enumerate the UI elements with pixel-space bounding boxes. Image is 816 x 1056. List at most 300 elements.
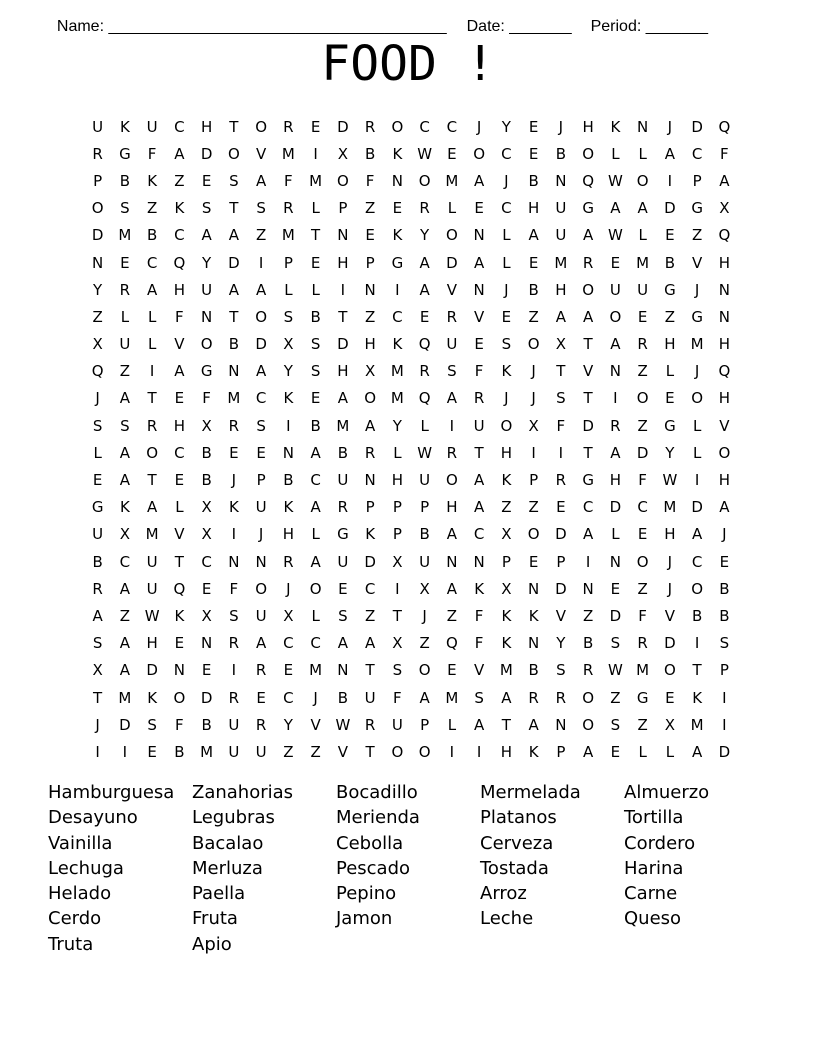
grid-letter[interactable]: A xyxy=(119,634,130,653)
grid-letter[interactable]: A xyxy=(146,280,158,299)
grid-letter[interactable]: P xyxy=(392,525,402,544)
grid-letter[interactable]: C xyxy=(146,253,158,272)
grid-letter[interactable]: O xyxy=(418,171,431,190)
grid-letter[interactable]: W xyxy=(144,606,160,625)
grid-letter[interactable]: A xyxy=(528,715,539,734)
grid-letter[interactable]: M xyxy=(390,362,404,381)
grid-letter[interactable]: S xyxy=(120,199,130,218)
grid-letter[interactable]: N xyxy=(255,552,267,571)
grid-letter[interactable]: X xyxy=(201,525,212,544)
grid-letter[interactable]: B xyxy=(528,280,539,299)
grid-letter[interactable]: S xyxy=(256,416,266,435)
grid-letter[interactable]: Q xyxy=(445,634,458,653)
grid-letter[interactable]: X xyxy=(201,606,212,625)
grid-letter[interactable]: N xyxy=(473,226,485,245)
grid-letter[interactable]: Y xyxy=(501,117,511,136)
grid-letter[interactable]: O xyxy=(445,226,458,245)
grid-letter[interactable]: J xyxy=(667,117,673,136)
grid-letter[interactable]: H xyxy=(664,335,676,354)
grid-letter[interactable]: K xyxy=(228,498,239,517)
grid-letter[interactable]: C xyxy=(582,498,594,517)
grid-letter[interactable]: C xyxy=(446,117,458,136)
grid-letter[interactable]: A xyxy=(228,280,239,299)
grid-letter[interactable]: N xyxy=(528,634,540,653)
grid-letter[interactable]: A xyxy=(582,525,594,544)
grid-letter[interactable]: C xyxy=(201,552,212,571)
grid-letter[interactable]: F xyxy=(175,307,184,326)
grid-letter[interactable]: T xyxy=(365,742,375,761)
grid-letter[interactable]: J xyxy=(694,280,700,299)
grid-letter[interactable]: O xyxy=(336,171,349,190)
grid-letter[interactable]: A xyxy=(610,443,621,462)
grid-letter[interactable]: N xyxy=(446,552,458,571)
grid-letter[interactable]: N xyxy=(201,634,213,653)
grid-letter[interactable]: C xyxy=(419,117,430,136)
grid-letter[interactable]: C xyxy=(392,307,403,326)
grid-letter[interactable]: I xyxy=(476,742,482,761)
grid-letter[interactable]: V xyxy=(446,280,457,299)
grid-letter[interactable]: Z xyxy=(637,579,648,598)
grid-letter[interactable]: O xyxy=(718,443,731,462)
grid-letter[interactable]: V xyxy=(174,525,185,544)
grid-letter[interactable]: T xyxy=(583,335,593,354)
grid-letter[interactable]: J xyxy=(313,688,318,707)
grid-letter[interactable]: L xyxy=(638,742,647,761)
grid-letter[interactable]: R xyxy=(555,688,567,707)
grid-letter[interactable]: G xyxy=(91,498,104,517)
grid-letter[interactable]: P xyxy=(338,199,348,218)
grid-letter[interactable]: C xyxy=(310,471,321,490)
grid-letter[interactable]: O xyxy=(146,443,159,462)
grid-letter[interactable]: V xyxy=(719,416,730,435)
grid-letter[interactable]: I xyxy=(313,144,318,163)
grid-letter[interactable]: P xyxy=(365,498,375,517)
grid-letter[interactable]: I xyxy=(613,389,618,408)
grid-letter[interactable]: I xyxy=(231,525,237,544)
grid-letter[interactable]: L xyxy=(502,226,511,245)
grid-letter[interactable]: Z xyxy=(664,307,676,326)
grid-letter[interactable]: M xyxy=(690,335,704,354)
grid-letter[interactable]: X xyxy=(501,579,512,598)
grid-letter[interactable]: E xyxy=(528,144,539,163)
grid-letter[interactable]: Q xyxy=(91,362,104,381)
grid-letter[interactable]: O xyxy=(418,742,431,761)
grid-letter[interactable]: U xyxy=(228,742,240,761)
grid-letter[interactable]: Q xyxy=(718,362,731,381)
grid-letter[interactable]: K xyxy=(501,471,512,490)
grid-letter[interactable]: K xyxy=(501,606,512,625)
grid-letter[interactable]: K xyxy=(610,117,621,136)
grid-letter[interactable]: C xyxy=(637,498,648,517)
grid-letter[interactable]: A xyxy=(174,362,185,381)
grid-letter[interactable]: C xyxy=(501,199,512,218)
grid-letter[interactable]: F xyxy=(474,606,484,625)
grid-letter[interactable]: K xyxy=(283,498,294,517)
grid-letter[interactable]: I xyxy=(231,661,237,680)
grid-letter[interactable]: P xyxy=(392,498,402,517)
grid-letter[interactable]: O xyxy=(691,389,704,408)
grid-letter[interactable]: R xyxy=(255,661,267,680)
grid-letter[interactable]: W xyxy=(607,226,623,245)
grid-letter[interactable]: A xyxy=(473,253,485,272)
grid-letter[interactable]: C xyxy=(310,634,321,653)
grid-letter[interactable]: Z xyxy=(419,634,430,653)
grid-letter[interactable]: A xyxy=(146,498,158,517)
grid-letter[interactable]: I xyxy=(286,416,291,435)
grid-letter[interactable]: Z xyxy=(364,307,376,326)
grid-letter[interactable]: M xyxy=(118,688,132,707)
grid-letter[interactable]: D xyxy=(91,226,104,245)
grid-letter[interactable]: N xyxy=(337,226,349,245)
grid-letter[interactable]: M xyxy=(445,171,459,190)
grid-letter[interactable]: E xyxy=(310,117,321,136)
grid-letter[interactable]: L xyxy=(638,226,647,245)
grid-letter[interactable]: K xyxy=(283,389,294,408)
grid-letter[interactable]: F xyxy=(175,715,184,734)
grid-letter[interactable]: V xyxy=(555,606,566,625)
grid-letter[interactable]: N xyxy=(364,280,376,299)
grid-letter[interactable]: N xyxy=(555,171,567,190)
grid-letter[interactable]: M xyxy=(445,688,459,707)
grid-letter[interactable]: Z xyxy=(119,362,131,381)
grid-letter[interactable]: R xyxy=(446,307,458,326)
grid-letter[interactable]: R xyxy=(364,715,376,734)
grid-letter[interactable]: J xyxy=(231,471,237,490)
grid-letter[interactable]: A xyxy=(637,199,648,218)
grid-letter[interactable]: N xyxy=(528,579,540,598)
grid-letter[interactable]: U xyxy=(391,715,403,734)
grid-letter[interactable]: I xyxy=(667,171,673,190)
grid-letter[interactable]: A xyxy=(555,307,566,326)
grid-letter[interactable]: S xyxy=(501,335,512,354)
grid-letter[interactable]: U xyxy=(637,280,649,299)
grid-letter[interactable]: P xyxy=(93,171,103,190)
grid-letter[interactable]: B xyxy=(201,443,212,462)
grid-letter[interactable]: P xyxy=(692,171,702,190)
grid-letter[interactable]: R xyxy=(637,634,648,653)
grid-letter[interactable]: A xyxy=(446,389,457,408)
grid-letter[interactable]: M xyxy=(636,661,650,680)
grid-letter[interactable]: O xyxy=(391,742,404,761)
grid-letter[interactable]: O xyxy=(173,688,186,707)
grid-letter[interactable]: H xyxy=(500,443,513,462)
grid-letter[interactable]: O xyxy=(227,144,240,163)
grid-letter[interactable]: J xyxy=(558,117,564,136)
grid-letter[interactable]: D xyxy=(555,525,567,544)
grid-letter[interactable]: S xyxy=(392,661,403,680)
grid-letter[interactable]: H xyxy=(555,280,567,299)
grid-letter[interactable]: N xyxy=(391,171,403,190)
grid-letter[interactable]: H xyxy=(282,525,295,544)
grid-letter[interactable]: U xyxy=(146,552,158,571)
grid-letter[interactable]: U xyxy=(473,416,485,435)
grid-letter[interactable]: H xyxy=(664,525,676,544)
grid-letter[interactable]: H xyxy=(609,471,622,490)
grid-letter[interactable]: K xyxy=(501,362,512,381)
grid-letter[interactable]: H xyxy=(391,471,404,490)
grid-letter[interactable]: O xyxy=(364,389,377,408)
grid-letter[interactable]: A xyxy=(419,688,430,707)
grid-letter[interactable]: L xyxy=(311,606,320,625)
grid-letter[interactable]: T xyxy=(583,389,593,408)
grid-letter[interactable]: R xyxy=(555,471,567,490)
grid-letter[interactable]: Z xyxy=(637,715,648,734)
grid-letter[interactable]: V xyxy=(174,335,185,354)
grid-letter[interactable]: U xyxy=(92,117,104,136)
grid-letter[interactable]: J xyxy=(504,389,509,408)
grid-letter[interactable]: H xyxy=(200,117,213,136)
grid-letter[interactable]: Y xyxy=(420,226,430,245)
grid-letter[interactable]: Q xyxy=(418,335,431,354)
grid-letter[interactable]: E xyxy=(637,307,648,326)
grid-letter[interactable]: D xyxy=(119,715,131,734)
grid-letter[interactable]: C xyxy=(119,552,131,571)
grid-letter[interactable]: Y xyxy=(392,416,402,435)
grid-letter[interactable]: D xyxy=(691,498,703,517)
grid-letter[interactable]: S xyxy=(229,606,239,625)
grid-letter[interactable]: D xyxy=(582,416,594,435)
grid-letter[interactable]: R xyxy=(92,579,103,598)
grid-letter[interactable]: U xyxy=(201,280,213,299)
grid-letter[interactable]: F xyxy=(474,634,484,653)
grid-letter[interactable]: A xyxy=(582,307,594,326)
grid-letter[interactable]: P xyxy=(719,661,729,680)
grid-letter[interactable]: Z xyxy=(637,416,648,435)
grid-letter[interactable]: D xyxy=(636,443,649,462)
grid-letter[interactable]: L xyxy=(311,199,320,218)
grid-letter[interactable]: B xyxy=(337,443,349,462)
grid-letter[interactable]: O xyxy=(609,307,622,326)
grid-letter[interactable]: O xyxy=(527,525,540,544)
grid-letter[interactable]: D xyxy=(446,253,458,272)
grid-letter[interactable]: E xyxy=(719,552,730,571)
grid-letter[interactable]: E xyxy=(201,579,212,598)
grid-letter[interactable]: B xyxy=(146,226,158,245)
grid-letter[interactable]: L xyxy=(420,416,429,435)
grid-letter[interactable]: M xyxy=(690,715,704,734)
grid-letter[interactable]: D xyxy=(555,579,567,598)
grid-letter[interactable]: O xyxy=(255,579,268,598)
grid-letter[interactable]: R xyxy=(283,552,294,571)
grid-letter[interactable]: E xyxy=(637,525,648,544)
grid-letter[interactable]: K xyxy=(119,498,130,517)
grid-letter[interactable]: K xyxy=(528,606,539,625)
grid-letter[interactable]: Z xyxy=(582,606,594,625)
grid-letter[interactable]: J xyxy=(667,552,673,571)
grid-letter[interactable]: E xyxy=(147,742,157,761)
grid-letter[interactable]: A xyxy=(255,280,267,299)
grid-letter[interactable]: E xyxy=(610,253,621,272)
grid-letter[interactable]: R xyxy=(419,199,430,218)
grid-letter[interactable]: A xyxy=(528,226,539,245)
grid-letter[interactable]: P xyxy=(529,471,539,490)
grid-letter[interactable]: A xyxy=(119,471,130,490)
grid-letter[interactable]: I xyxy=(122,742,128,761)
grid-letter[interactable]: H xyxy=(500,742,513,761)
grid-letter[interactable]: S xyxy=(120,416,130,435)
grid-letter[interactable]: Z xyxy=(446,606,458,625)
grid-letter[interactable]: G xyxy=(119,144,131,163)
grid-letter[interactable]: N xyxy=(637,117,649,136)
grid-letter[interactable]: N xyxy=(201,307,213,326)
grid-letter[interactable]: B xyxy=(201,471,212,490)
grid-letter[interactable]: H xyxy=(718,253,731,272)
grid-letter[interactable]: S xyxy=(447,362,457,381)
grid-letter[interactable]: D xyxy=(691,117,703,136)
grid-letter[interactable]: L xyxy=(638,144,647,163)
grid-letter[interactable]: B xyxy=(528,661,539,680)
grid-letter[interactable]: E xyxy=(229,443,239,462)
grid-letter[interactable]: Z xyxy=(610,688,621,707)
grid-letter[interactable]: L xyxy=(311,525,320,544)
grid-letter[interactable]: M xyxy=(499,661,513,680)
grid-letter[interactable]: X xyxy=(283,606,294,625)
grid-letter[interactable]: O xyxy=(445,471,458,490)
grid-letter[interactable]: J xyxy=(531,389,536,408)
grid-letter[interactable]: J xyxy=(476,117,482,136)
grid-letter[interactable]: L xyxy=(502,253,511,272)
grid-letter[interactable]: Q xyxy=(173,579,186,598)
grid-letter[interactable]: X xyxy=(501,525,512,544)
grid-letter[interactable]: Z xyxy=(691,226,703,245)
grid-letter[interactable]: R xyxy=(146,416,158,435)
grid-letter[interactable]: L xyxy=(311,280,320,299)
grid-letter[interactable]: P xyxy=(256,471,266,490)
grid-letter[interactable]: I xyxy=(722,715,727,734)
grid-letter[interactable]: Y xyxy=(283,362,293,381)
grid-letter[interactable]: L xyxy=(93,443,102,462)
grid-letter[interactable]: N xyxy=(337,661,349,680)
grid-letter[interactable]: A xyxy=(473,715,485,734)
grid-letter[interactable]: R xyxy=(582,253,594,272)
grid-letter[interactable]: B xyxy=(228,335,240,354)
grid-letter[interactable]: Y xyxy=(556,634,566,653)
grid-letter[interactable]: U xyxy=(446,335,458,354)
grid-letter[interactable]: I xyxy=(95,742,100,761)
grid-letter[interactable]: N xyxy=(282,443,294,462)
grid-letter[interactable]: A xyxy=(501,688,512,707)
grid-letter[interactable]: H xyxy=(173,416,186,435)
grid-letter[interactable]: U xyxy=(119,335,131,354)
grid-letter[interactable]: N xyxy=(609,362,621,381)
grid-letter[interactable]: N xyxy=(718,280,730,299)
grid-letter[interactable]: B xyxy=(201,715,212,734)
grid-letter[interactable]: B xyxy=(555,144,567,163)
grid-letter[interactable]: R xyxy=(119,280,131,299)
grid-letter[interactable]: J xyxy=(286,579,291,598)
grid-letter[interactable]: T xyxy=(392,606,402,625)
grid-letter[interactable]: D xyxy=(200,144,213,163)
grid-letter[interactable]: A xyxy=(419,253,430,272)
grid-letter[interactable]: A xyxy=(691,525,703,544)
grid-letter[interactable]: R xyxy=(92,144,103,163)
grid-letter[interactable]: T xyxy=(338,307,348,326)
grid-letter[interactable]: N xyxy=(555,715,567,734)
grid-letter[interactable]: H xyxy=(173,280,186,299)
grid-letter[interactable]: U xyxy=(555,226,567,245)
grid-letter[interactable]: C xyxy=(691,552,703,571)
grid-letter[interactable]: A xyxy=(719,171,730,190)
grid-letter[interactable]: C xyxy=(364,579,376,598)
grid-letter[interactable]: J xyxy=(694,362,700,381)
grid-letter[interactable]: E xyxy=(474,199,484,218)
date-field[interactable]: Date: _______ xyxy=(466,18,572,35)
grid-letter[interactable]: S xyxy=(283,307,294,326)
grid-letter[interactable]: C xyxy=(174,226,185,245)
grid-letter[interactable]: A xyxy=(664,144,675,163)
grid-letter[interactable]: A xyxy=(610,199,621,218)
grid-letter[interactable]: E xyxy=(338,579,348,598)
grid-letter[interactable]: E xyxy=(610,579,621,598)
grid-letter[interactable]: E xyxy=(201,171,212,190)
grid-letter[interactable]: A xyxy=(228,226,239,245)
grid-letter[interactable]: G xyxy=(391,253,404,272)
grid-letter[interactable]: D xyxy=(664,199,676,218)
grid-letter[interactable]: N xyxy=(609,552,621,571)
grid-letter[interactable]: T xyxy=(501,715,511,734)
grid-letter[interactable]: F xyxy=(556,416,566,435)
grid-letter[interactable]: O xyxy=(91,199,104,218)
grid-letter[interactable]: A xyxy=(119,443,130,462)
grid-letter[interactable]: X xyxy=(392,634,403,653)
grid-letter[interactable]: E xyxy=(365,226,375,245)
grid-letter[interactable]: F xyxy=(638,471,647,490)
grid-letter[interactable]: E xyxy=(174,634,185,653)
grid-letter[interactable]: B xyxy=(528,171,539,190)
grid-letter[interactable]: E xyxy=(610,742,621,761)
grid-letter[interactable]: Y xyxy=(202,253,212,272)
grid-letter[interactable]: K xyxy=(392,335,403,354)
grid-letter[interactable]: R xyxy=(473,389,485,408)
grid-letter[interactable]: O xyxy=(582,688,595,707)
grid-letter[interactable]: C xyxy=(174,117,185,136)
grid-letter[interactable]: L xyxy=(284,280,293,299)
grid-letter[interactable]: I xyxy=(694,634,700,653)
grid-letter[interactable]: A xyxy=(119,661,130,680)
grid-letter[interactable]: E xyxy=(256,688,266,707)
grid-letter[interactable]: B xyxy=(664,253,676,272)
grid-letter[interactable]: R xyxy=(283,199,294,218)
grid-letter[interactable]: N xyxy=(228,552,240,571)
grid-letter[interactable]: O xyxy=(582,280,595,299)
grid-letter[interactable]: T xyxy=(229,117,239,136)
grid-letter[interactable]: O xyxy=(391,117,404,136)
grid-letter[interactable]: C xyxy=(473,525,485,544)
grid-letter[interactable]: B xyxy=(174,742,185,761)
grid-letter[interactable]: A xyxy=(255,171,267,190)
grid-letter[interactable]: Q xyxy=(173,253,186,272)
grid-letter[interactable]: X xyxy=(392,552,403,571)
grid-letter[interactable]: H xyxy=(337,362,349,381)
grid-letter[interactable]: S xyxy=(147,715,157,734)
grid-letter[interactable]: K xyxy=(528,742,539,761)
grid-letter[interactable]: R xyxy=(419,362,430,381)
grid-letter[interactable]: O xyxy=(255,307,268,326)
grid-letter[interactable]: S xyxy=(610,634,621,653)
grid-letter[interactable]: F xyxy=(720,144,729,163)
grid-letter[interactable]: N xyxy=(582,579,594,598)
grid-letter[interactable]: F xyxy=(229,579,239,598)
grid-letter[interactable]: F xyxy=(365,171,375,190)
grid-letter[interactable]: H xyxy=(337,253,349,272)
grid-letter[interactable]: D xyxy=(200,688,213,707)
grid-letter[interactable]: O xyxy=(636,389,649,408)
grid-letter[interactable]: M xyxy=(390,389,404,408)
grid-letter[interactable]: J xyxy=(504,171,509,190)
grid-letter[interactable]: A xyxy=(174,144,185,163)
grid-letter[interactable]: Y xyxy=(93,280,103,299)
grid-letter[interactable]: R xyxy=(228,634,240,653)
